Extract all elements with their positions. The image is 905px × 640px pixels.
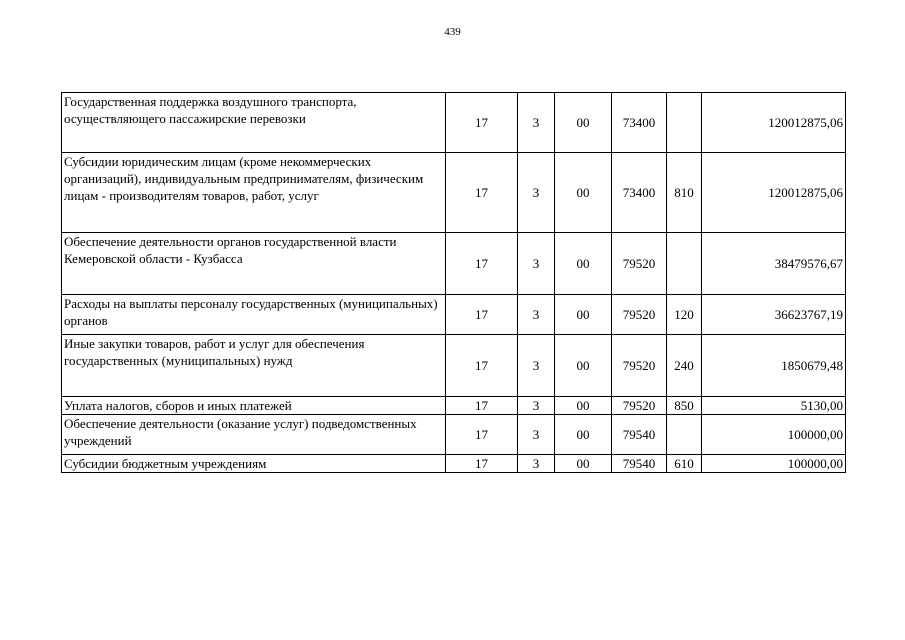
row-gr: 17 xyxy=(446,415,518,455)
row-sec: 3 xyxy=(518,233,555,295)
row-sec: 3 xyxy=(518,93,555,153)
row-exp: 240 xyxy=(667,335,702,397)
table-row xyxy=(62,153,846,233)
table-row xyxy=(62,93,846,153)
table-row xyxy=(62,233,846,295)
row-gr: 17 xyxy=(446,397,518,415)
row-amount: 120012875,06 xyxy=(702,93,846,153)
row-sub: 00 xyxy=(555,153,612,233)
row-sec: 3 xyxy=(518,455,555,473)
row-sec: 3 xyxy=(518,153,555,233)
row-sub: 00 xyxy=(555,397,612,415)
row-exp xyxy=(667,415,702,455)
table-row xyxy=(62,397,846,415)
table-row xyxy=(62,415,846,455)
page-number: 439 xyxy=(444,26,461,38)
table-row xyxy=(62,455,846,473)
row-tgt: 79540 xyxy=(612,415,667,455)
row-amount: 36623767,19 xyxy=(702,295,846,335)
row-sub: 00 xyxy=(555,335,612,397)
row-name: Обеспечение деятельности (оказание услуг) подведомственных учреждений xyxy=(62,415,446,455)
row-sub: 00 xyxy=(555,93,612,153)
row-sec: 3 xyxy=(518,295,555,335)
row-exp: 810 xyxy=(667,153,702,233)
row-tgt: 79520 xyxy=(612,233,667,295)
row-sub: 00 xyxy=(555,455,612,473)
row-amount: 5130,00 xyxy=(702,397,846,415)
row-tgt: 73400 xyxy=(612,153,667,233)
row-amount: 100000,00 xyxy=(702,415,846,455)
row-exp: 120 xyxy=(667,295,702,335)
row-sec: 3 xyxy=(518,397,555,415)
row-exp: 610 xyxy=(667,455,702,473)
table-row xyxy=(62,335,846,397)
row-amount: 100000,00 xyxy=(702,455,846,473)
row-gr: 17 xyxy=(446,233,518,295)
row-sub: 00 xyxy=(555,233,612,295)
row-sec: 3 xyxy=(518,415,555,455)
row-gr: 17 xyxy=(446,335,518,397)
row-gr: 17 xyxy=(446,153,518,233)
row-tgt: 79520 xyxy=(612,397,667,415)
row-gr: 17 xyxy=(446,295,518,335)
row-tgt: 79520 xyxy=(612,335,667,397)
row-exp: 850 xyxy=(667,397,702,415)
row-sub: 00 xyxy=(555,295,612,335)
row-name: Обеспечение деятельности органов государственной власти Кемеровской области - Кузбасса xyxy=(62,233,446,295)
row-gr: 17 xyxy=(446,93,518,153)
table-row xyxy=(62,295,846,335)
row-tgt: 73400 xyxy=(612,93,667,153)
row-name: Субсидии бюджетным учреждениям xyxy=(62,455,446,473)
row-name: Субсидии юридическим лицам (кроме некоммерческих организаций), индивидуальным предпринимателям, физическим лицам - производителям товаров, работ, услуг xyxy=(62,153,446,233)
row-name: Государственная поддержка воздушного транспорта, осуществляющего пассажирские перевозки xyxy=(62,93,446,153)
row-exp xyxy=(667,233,702,295)
row-sec: 3 xyxy=(518,335,555,397)
budget-table xyxy=(61,92,846,473)
row-amount: 1850679,48 xyxy=(702,335,846,397)
row-name: Уплата налогов, сборов и иных платежей xyxy=(62,397,446,415)
row-tgt: 79520 xyxy=(612,295,667,335)
row-name: Иные закупки товаров, работ и услуг для обеспечения государственных (муниципальных) нужд xyxy=(62,335,446,397)
row-gr: 17 xyxy=(446,455,518,473)
row-exp xyxy=(667,93,702,153)
row-sub: 00 xyxy=(555,415,612,455)
row-name: Расходы на выплаты персоналу государственных (муниципальных) органов xyxy=(62,295,446,335)
row-tgt: 79540 xyxy=(612,455,667,473)
row-amount: 120012875,06 xyxy=(702,153,846,233)
row-amount: 38479576,67 xyxy=(702,233,846,295)
